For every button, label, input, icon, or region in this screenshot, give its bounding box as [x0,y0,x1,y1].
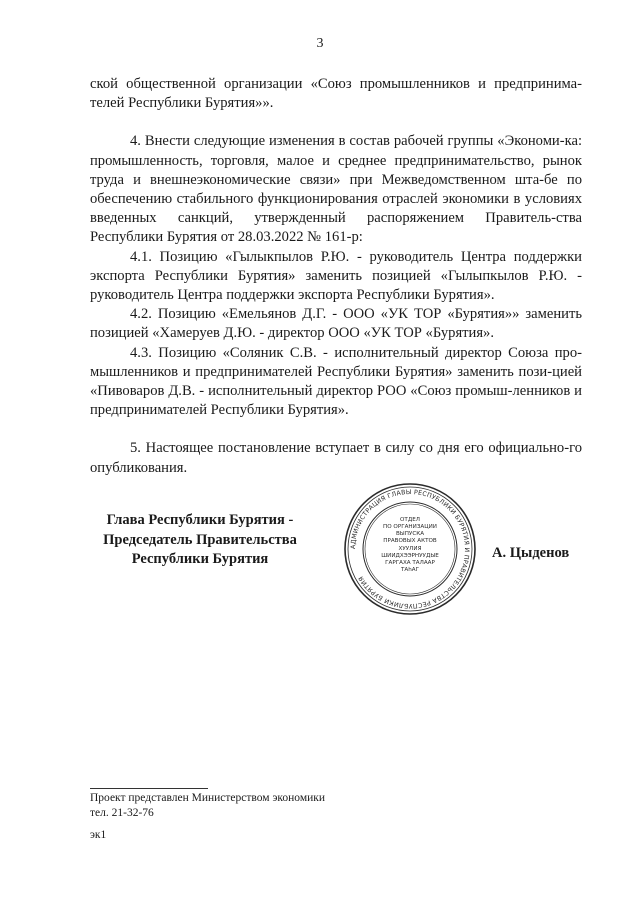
document-code: эк1 [90,829,107,841]
official-seal [342,481,478,617]
seal-line: ГАРГАХА ТАЛААР [385,560,435,566]
paragraph-item-4-3: 4.3. Позицию «Соляник С.В. - исполнительный директор Союза про-мышленников и предпринимателей Республики Бурятия» заменить пози-цией «Пивоваров Д.В. - исполнительный директор РОО «Союз промыш-ленников и предпринимателей Республики Бурятия». [90,344,582,419]
footnote-line: тел. 21-32-76 [90,806,154,819]
page-number: 3 [316,36,324,51]
seal-line: ПРАВОВЫХ АКТОВ [383,538,437,544]
footnote [90,791,325,820]
footnote-line: Проект представлен Министерством экономики [90,792,326,804]
signatory-title-line: Республики Бурятия [131,551,269,567]
paragraph-item-4-1: 4.1. Позицию «Гылыкпылов Р.Ю. - руководитель Центра поддержки экспорта Республики Бурятия» заменить позицией «Гылыпкылов Р.Ю. - руководитель Центра поддержки экспорта Республики Бурятия». [90,248,582,304]
document-body [90,75,582,478]
seal-line: ПО ОРГАНИЗАЦИИ [383,524,437,530]
seal-line: ВЫПУСКА [395,531,425,537]
seal-line: ОТДЕЛ [400,517,420,523]
signatory-title [88,511,312,570]
seal-line: ТАһАГ [400,567,420,573]
signatory-title-line: Председатель Правительства [103,531,297,548]
seal-line: ШИИДХЭЭРНУУДЫЕ [381,553,439,559]
paragraph-item-5: 5. Настоящее постановление вступает в силу со дня его официально-го опубликования. [90,440,582,476]
signatory-name: А. Цыденов [492,545,570,561]
seal-outer-text: АДМИНИСТРАЦИЯ ГЛАВЫ РЕСПУБЛИКИ БУРЯТИЯ И ПРАВИТЕЛЬСТВА РЕСПУБЛИКИ БУРЯТИЯ [349,488,471,610]
seal-line: ХУУЛИЯ [398,546,422,552]
signatory-title-line: Глава Республики Бурятия - [106,512,294,528]
paragraph-item-4-2: 4.2. Позицию «Емельянов Д.Г. - ООО «УК ТОР «Бурятия»» заменить позицией «Хамеруев Д.Ю. - директор ООО «УК ТОР «Бурятия». [90,306,582,342]
paragraph-item-4: 4. Внести следующие изменения в состав рабочей группы «Экономи-ка: промышленность, торговля, малое и среднее предпринимательство, рынок труда и внешнеэкономические связи» при Межведомственном шта-бе по обеспечению стабильного функционирования отраслей экономики в условиях введенных санкций, утвержденный распоряжением Правитель-ства Республики Бурятия от 28.03.2022 № 161-р: [90,133,582,246]
paragraph-continuation: ской общественной организации «Союз промышленников и предпринима-телей Республики Бурятия»». [90,76,582,112]
footnote-divider [90,788,208,789]
